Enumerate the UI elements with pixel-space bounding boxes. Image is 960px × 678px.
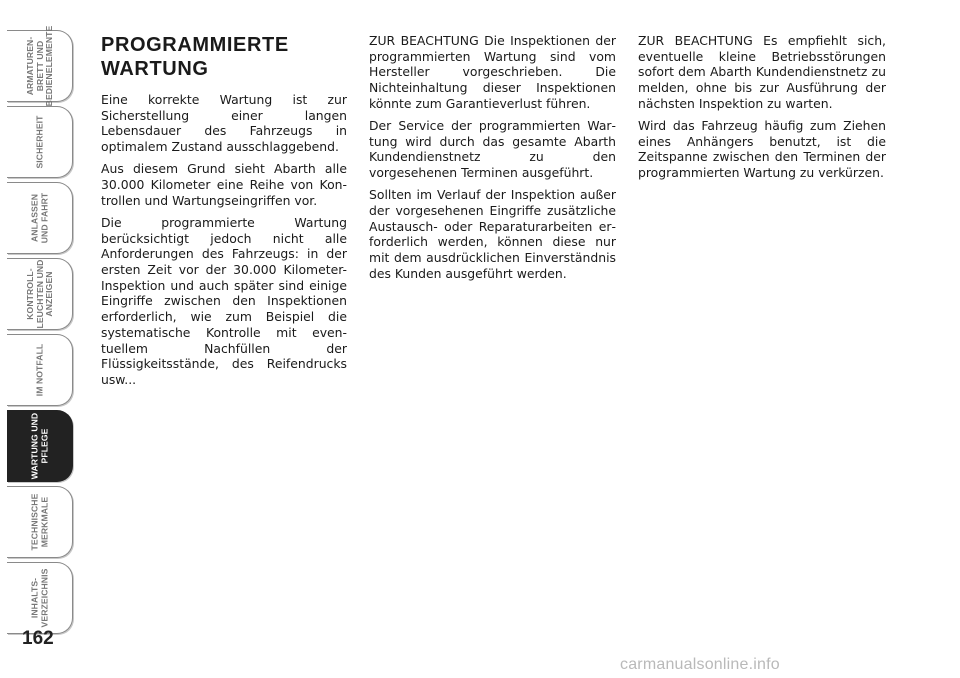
tab-sicherheit[interactable] [7,106,73,178]
section-heading: PROGRAMMIERTE WARTUNG [101,34,289,80]
paragraph: Eine korrekte Wartung ist zur Sicherstellung einer langen Lebensdauer des Fahrzeugs in optimalem Zustand ausschlaggebend. [101,92,347,155]
text-column-1 [101,33,347,394]
tab-label: WARTUNG UND PFLEGE [29,412,49,480]
text-column-2 [369,33,616,288]
tab-kontrollleuchten[interactable] [7,258,73,330]
tab-technische-merkmale[interactable] [7,486,73,558]
watermark: carmanualsonline.info [620,656,780,673]
tab-label: ARMATUREN- BRETT UND BEDIENELEMENTE [24,25,54,107]
tab-label: ANLASSEN UND FAHRT [29,192,49,244]
paragraph: Wird das Fahrzeug häufig zum Ziehen eines Anhängers benutzt, ist die Zeitspanne zwischen den Terminen der programmierten Wartung zu verkürzen. [638,118,886,181]
tab-label: INHALTS- VERZEICHNIS [29,568,49,628]
paragraph: Der Service der programmierten Wartung wird durch das gesamte Abarth Kundendienstnetz zu den vorgesehenen Terminen ausgeführt. [369,118,616,181]
tab-inhaltsverzeichnis[interactable] [7,562,73,634]
tab-wartung-und-pflege[interactable] [7,410,73,482]
tab-label: TECHNISCHE MERKMALE [29,493,49,551]
paragraph: Sollten im Verlauf der Inspektion außer der vorgesehenen Eingriffe zusätzliche Austausch- oder Reparaturarbeiten erforderlich werden, können diese nur mit dem ausdrücklichen Einverständnis des Kunden ausgeführt werden. [369,187,616,281]
paragraph: ZUR BEACHTUNG Die Inspektionen der programmierten Wartung sind vom Hersteller vorgeschrieben. Die Nichteinhaltung dieser Inspektionen könnte zum Garantieverlust führen. [369,33,616,111]
paragraph: Aus diesem Grund sieht Abarth alle 30.000 Kilometer eine Reihe von Kontrollen und Wartungseingriffen vor. [101,161,347,208]
paragraph: ZUR BEACHTUNG Es empfiehlt sich, eventuelle kleine Betriebsstörungen sofort dem Abarth Kundendienstnetz zu melden, ohne bis zur Ausführung der nächsten Inspektion zu warten. [638,33,886,111]
tab-label: IM NOTFALL [33,343,44,397]
tab-label: SICHERHEIT [33,115,44,169]
paragraph: Die programmierte Wartung berücksichtigt jedoch nicht alle Anforderungen des Fahrzeugs: in der ersten Zeit vor der 30.000 Kilometer-Inspektion und auch später sind einige Eingriffe zwischen den Inspektionen erforderlich, wie zum Beispiel die systematische Kontrolle mit eventuellem Nachfüllen der Flüssigkeitsstände, des Reifendrucks usw... [101,214,347,387]
text-column-3 [638,33,886,187]
tab-im-notfall[interactable] [7,334,73,406]
page-number: 162 [22,628,54,649]
tab-label: KONTROLL- LEUCHTEN UND ANZEIGEN [24,259,54,329]
tab-armaturenbrett[interactable] [7,25,73,107]
tab-anlassen[interactable] [7,182,73,254]
